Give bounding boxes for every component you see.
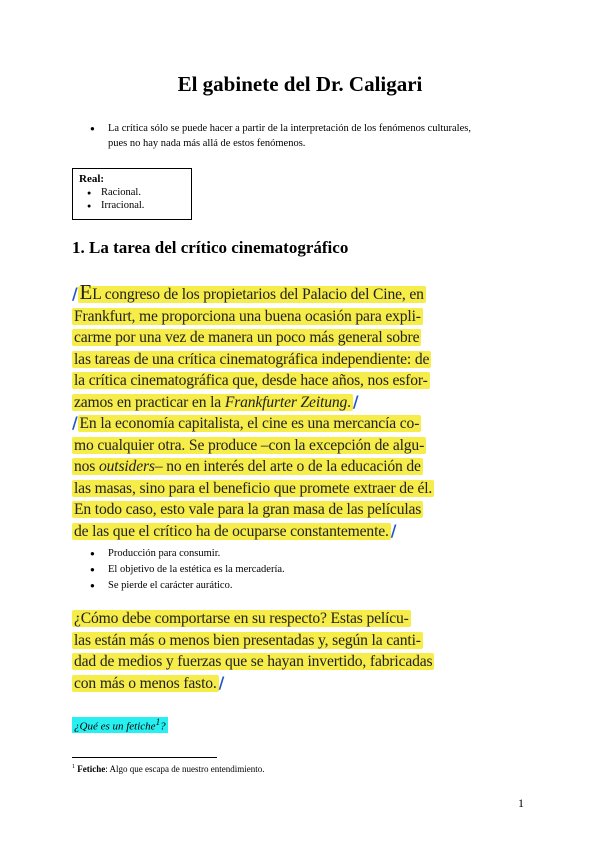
list-item: ● Producción para consumir. [90,546,285,562]
annotation-mark-icon: / [390,521,397,540]
fetiche-question: ¿Qué es un fetiche$^1$? [74,717,166,733]
scan-line: de las que el crítico ha de ocuparse constantemente. / [74,521,397,540]
footnote-ref[interactable]: 1 [155,717,161,727]
scan-line: / En la economía capitalista, el cine es una mercancía co- [72,414,420,432]
scan-line: /EL congreso de los propietarios del Palacio del Cine, en [72,280,424,304]
scanned-passage-2 [72,413,464,542]
footnote: $^1$ Fetiche: Algo que escapa de nuestro entendimiento. [72,764,265,774]
page-number: 1 [518,796,524,810]
annotation-mark-icon: / [72,414,78,432]
scan-line: con más o menos fasto. / [74,673,225,692]
annotation-mark-icon: / [218,673,225,692]
scan-line: la crítica cinematográfica que, desde hace años, nos esfor- [74,372,428,389]
page-title: El gabinete del Dr. Caligari [177,72,423,96]
scan-line: ¿Cómo debe comportarse en su respecto? Estas pelícu- [74,610,409,627]
section-heading: 1. La tarea del crítico cinematográfico [72,238,349,257]
scanned-passage-1 [72,282,464,413]
scan-line: las están más o menos bien presentadas y, según la canti- [74,631,421,649]
list-item: ● La crítica sólo se puede hacer a partir de la interpretación de los fenómenos culturales, pues no hay nada más allá de estos fenómenos. [90,121,540,151]
scan-line: dad de medios y fuerzas que se hayan invertido, fabricadas [74,653,433,670]
scan-line: zamos en practicar en la Frankfurter Zeitung. / [74,392,359,411]
scanned-passage-3 [72,608,464,694]
scan-line: En todo caso, esto vale para la gran masa de las películas [74,501,422,518]
real-box [72,168,192,220]
list-item: ● El objetivo de la estética es la mercadería. [90,562,285,578]
scan-line: las tareas de una crítica cinematográfica independiente: de [74,350,430,368]
intro-list [90,121,540,151]
scan-line: mo cualquier otra. Se produce –con la excepción de algu- [74,436,425,454]
list-item: ● Se pierde el carácter aurático. [90,578,285,594]
points-list [90,546,285,594]
scan-line: carme por una vez de manera un poco más general sobre [74,329,420,346]
real-box-list [79,186,185,212]
annotation-mark-icon: / [72,285,78,303]
annotation-mark-icon: / [352,392,359,411]
scan-line: Frankfurt, me proporciona una buena ocasión para expli- [74,307,421,325]
scan-line: las masas, sino para el beneficio que promete extraer de él. [74,479,433,497]
list-item: ● Racional. [79,186,185,199]
list-item: ● Irracional. [79,199,185,212]
footnote-divider [72,757,217,758]
scan-line: nos outsiders– no en interés del arte o de la educación de [74,458,421,475]
real-box-label: Real: [79,173,105,185]
